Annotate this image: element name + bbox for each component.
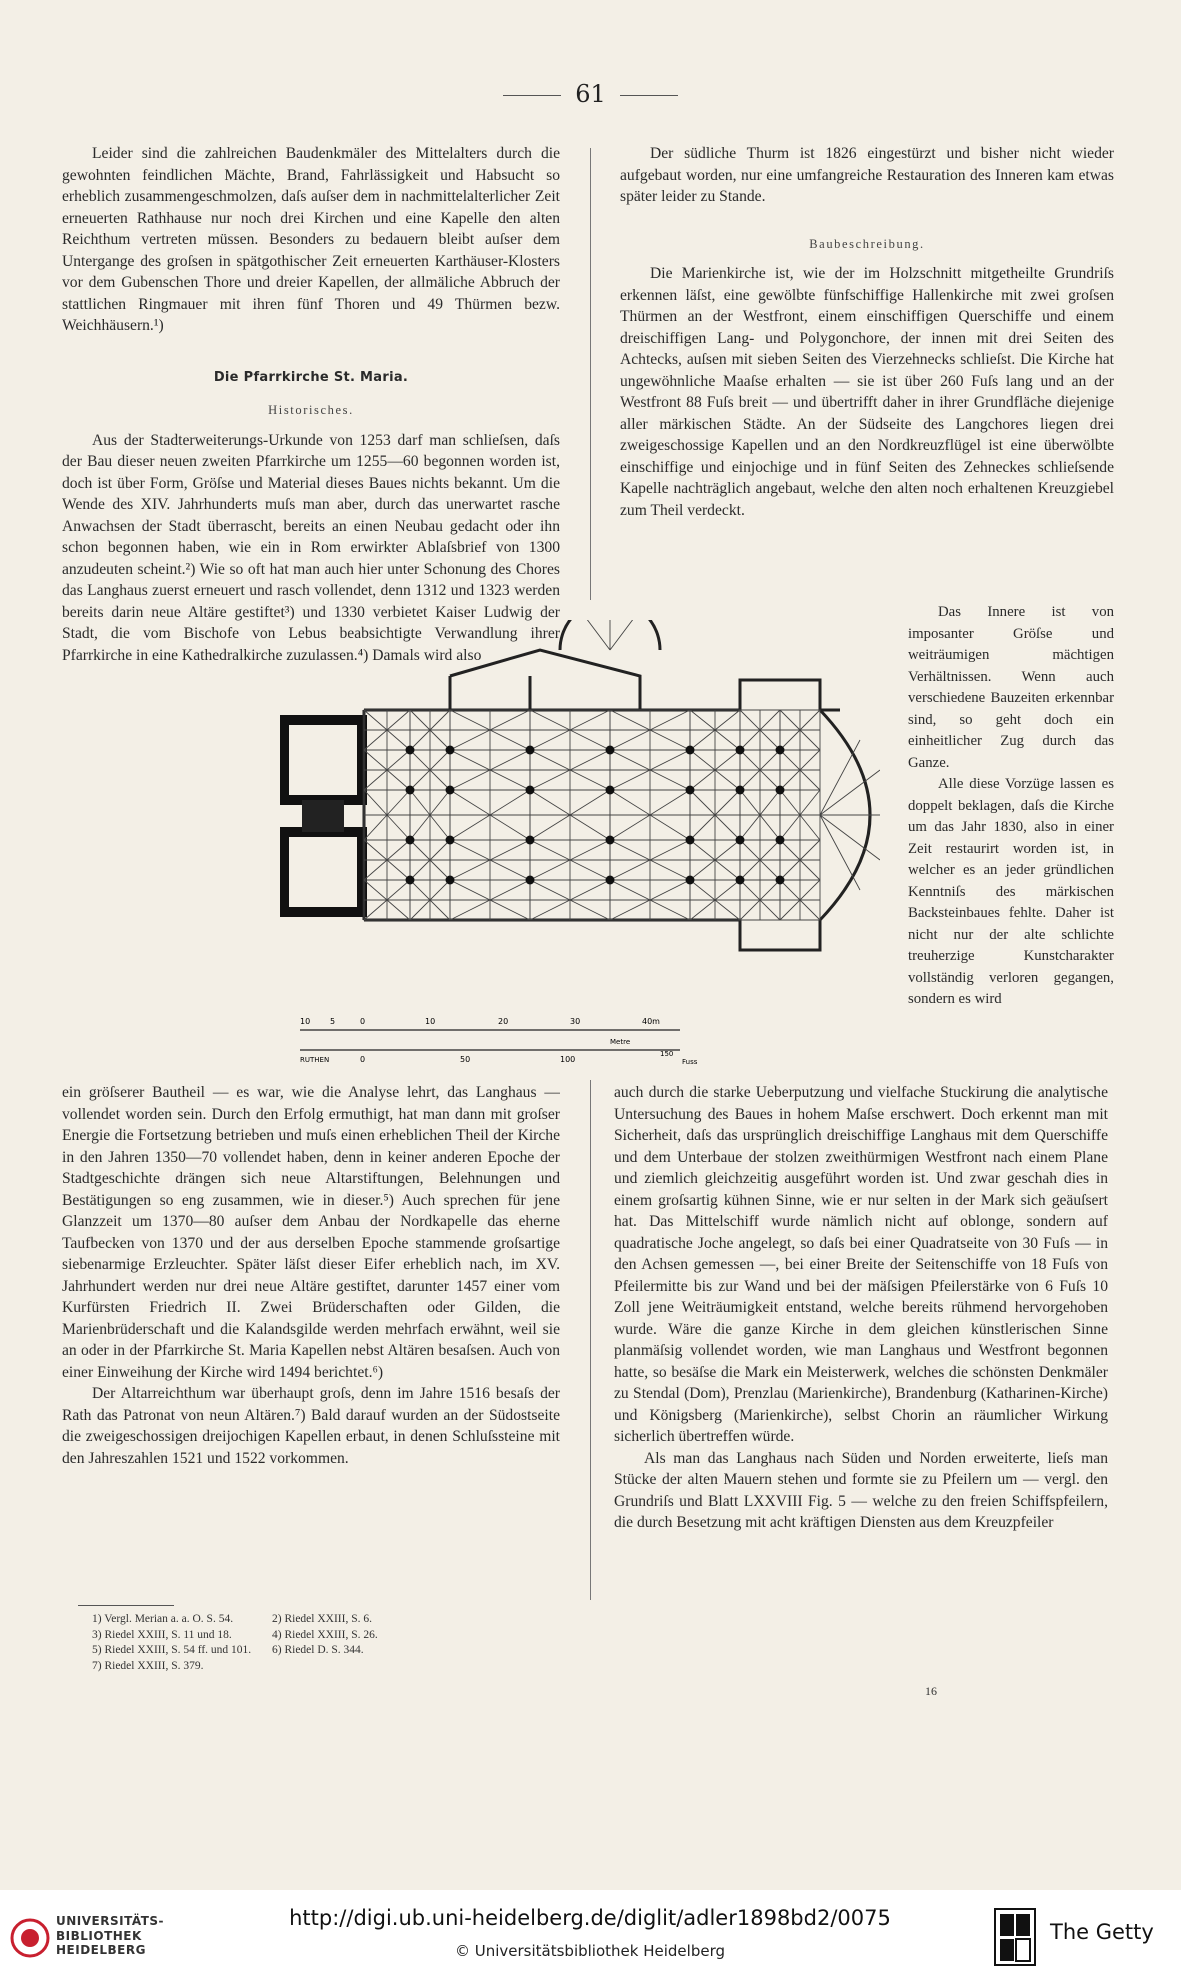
scale-feet-0: 0 xyxy=(360,1055,366,1064)
footnote: 4) Riedel XXIII, S. 26. xyxy=(272,1628,378,1641)
pier xyxy=(776,876,785,885)
pier xyxy=(686,836,695,845)
vault-bay xyxy=(450,790,530,840)
vault-bay xyxy=(610,840,690,880)
scale-metres-30: 30 xyxy=(570,1017,581,1026)
signature-mark: 16 xyxy=(925,1684,937,1698)
vault-bay xyxy=(364,710,410,750)
pier xyxy=(526,876,535,885)
university-library-logo-icon xyxy=(10,1918,50,1958)
section-heading: Die Pfarrkirche St. Maria. xyxy=(213,369,409,385)
vault-bay xyxy=(530,880,610,920)
scale-feet-100: 100 xyxy=(560,1055,576,1064)
vault-bay xyxy=(690,840,740,880)
library-line: HEIDELBERG xyxy=(56,1943,146,1957)
vault-bay xyxy=(450,750,530,790)
pier xyxy=(406,746,415,755)
description-paragraph-2: Das Innere ist von imposanter Gröſse und weiträumigen mächtigen Verhältnissen. Wenn auch verschiedene Bauzeiten erkennbar sind, so geht doch ein einheitlicher Zug durch das Ganze. xyxy=(908,604,1114,771)
vault-bay xyxy=(690,880,740,920)
pier xyxy=(406,786,415,795)
historical-paragraph-2: Der Altarreichthum war überhaupt groſs, denn im Jahre 1516 besaſs der Rath das Patronat von neun Altären.⁷) Bald darauf wurden an der Südostseite die zweigeschossigen dreijochigen Kapellen erbaut, in denen Schluſssteine mit den Jahreszahlen 1521 und 1522 vorkommen. xyxy=(62,1385,560,1467)
west-towers xyxy=(284,720,362,912)
vault-bay xyxy=(530,840,610,880)
vault-bay xyxy=(610,710,690,750)
vault-bay xyxy=(780,790,820,840)
library-line: BIBLIOTHEK xyxy=(56,1928,142,1943)
pier xyxy=(736,786,745,795)
pier xyxy=(736,746,745,755)
vault-bay xyxy=(740,880,780,920)
permalink-url[interactable]: http://digi.ub.uni-heidelberg.de/diglit/adler1898bd2/0075 xyxy=(289,1906,891,1930)
description-subheading: Baubeschreibung. xyxy=(809,236,925,251)
vault-bay xyxy=(364,750,410,790)
historical-paragraph-1-continued: ein gröſserer Bautheil — es war, wie die Analyse lehrt, das Langhaus — vollendet worden sein. Durch den Erfolg ermuthigt, hat man dann mit groſser Energie die Fortsetzung betrieben und muſs einen erheblichen Theil der Kirche in den Jahren 1350—70 vollendet haben, denn in keiner anderen Epoche der Stadtgeschichte drängen sich neue Altarstiftungen, Belehnungen und Bestätigungen so eng zusammen, wie in dieser.⁵) Auch sprechen für jene Glanzzeit um 1370—80 auſser dem Anbau der Nordkapelle das eherne Taufbecken von 1370 und der aus derselben Epoche stammende groſsartige siebenarmige Erzleuchter. Später läſst dieser Eifer erheblich nach, im XV. Jahrhundert werden nur drei neue Altäre gestiftet, darunter 1457 einer vom Kurfürsten Friedrich II. Zwei Brüderschaften oder Gilden, die Marienbrüderschaft und die Kalandsgilde werden mehrfach erwähnt, weil sie an oder in der Pfarrkirche St. Maria Kapellen nebst Altären besaſsen. Auch von einer Einweihung der Kirche wird 1494 berichtet.⁶) xyxy=(62,1084,560,1381)
vault-bay xyxy=(690,790,740,840)
description-paragraph-3-start: Alle diese Vorzüge lassen es doppelt beklagen, daſs die Kirche um das Jahr 1830, also in einer Zeit restaurirt worden ist, in welcher es an jeder gründlichen Kenntniſs des märkischen Backsteinbaues fehlte. Daher ist nicht nur der alte schlichte treuherzige Kunstcharakter vollständig verloren gegangen, sondern es wird xyxy=(908,776,1114,1007)
pier xyxy=(736,836,745,845)
pier xyxy=(526,746,535,755)
scale-bar xyxy=(300,1017,698,1066)
footnote-line xyxy=(92,1643,492,1659)
vault-bay xyxy=(780,750,820,790)
left-column-lower xyxy=(62,1082,560,1602)
scale-metres-5: 5 xyxy=(330,1017,336,1026)
pier xyxy=(446,876,455,885)
vault-bay xyxy=(690,710,740,750)
pier xyxy=(446,836,455,845)
choir-apse-ribs xyxy=(580,620,880,890)
vault-bay xyxy=(740,840,780,880)
pier xyxy=(606,786,615,795)
vault-bay xyxy=(610,880,690,920)
pier xyxy=(526,786,535,795)
university-library-name xyxy=(56,1914,164,1958)
vault-bay xyxy=(740,750,780,790)
historical-subheading: Historisches. xyxy=(268,403,354,417)
pier xyxy=(606,876,615,885)
page-number-rule-left xyxy=(503,95,561,96)
description-paragraph-4: Als man das Langhaus nach Süden und Norden erweiterte, lieſs man Stücke der alten Mauern stehen und formte sie zu Pfeilern um — vergl. den Grundriſs und Blatt LXXVIII Fig. 5 — welche zu den freien Schiffspfeilern, die durch Besetzung mit acht kräftigen Diensten aus dem Kreuzpfeiler xyxy=(614,1449,1108,1531)
footnotes xyxy=(92,1612,492,1674)
nave-walls xyxy=(364,620,870,950)
viewer-footer xyxy=(0,1890,1181,1980)
vault-bay xyxy=(410,880,450,920)
page-number xyxy=(0,80,1181,108)
pier xyxy=(446,786,455,795)
pier xyxy=(406,876,415,885)
footnote-line xyxy=(92,1659,492,1675)
library-line: UNIVERSITÄTS- xyxy=(56,1914,165,1928)
vault-bay xyxy=(410,750,450,790)
vault-bay xyxy=(610,790,690,840)
vault-bay xyxy=(450,710,530,750)
vault-bay xyxy=(364,880,410,920)
pier xyxy=(776,746,785,755)
footnote: 6) Riedel D. S. 344. xyxy=(272,1644,364,1656)
scale-feet-150: 150 xyxy=(660,1050,674,1058)
page-number-rule-right xyxy=(620,95,678,96)
scale-feet-unit: Fuss xyxy=(682,1058,698,1066)
pier xyxy=(446,746,455,755)
pier xyxy=(606,746,615,755)
getty-logo-icon xyxy=(994,1908,1036,1966)
vault-bay xyxy=(780,880,820,920)
pier xyxy=(526,836,535,845)
footnote-rule xyxy=(78,1605,174,1606)
pier xyxy=(686,746,695,755)
intro-paragraph: Leider sind die zahlreichen Baudenkmäler des Mittelalters durch die gewohnten feindlichen Mächte, Brand, Fahrlässigkeit und Habsucht so erheblich zusammengeschmolzen, daſs auſser dem in nachmittelalterlicher Zeit erneuerten Rathhause nur noch drei Kirchen und eine Kapelle den alten Reichthum vertreten müssen. Besonders zu bedauern bleibt auſser dem Untergange des groſsen in spätgothischer Zeit erneuerten Karthäuser-Klosters vor dem Gubenschen Thore und dreier Kapellen, der allmäliche Abbruch der stattlichen Ringmauer mit ihren fünf Thoren und 49 Thürmen bezw. Weichhäusern.¹) xyxy=(62,145,560,334)
right-column-beside-plan xyxy=(908,602,1114,1118)
footnote: 7) Riedel XXIII, S. 379. xyxy=(92,1659,204,1672)
description-paragraph-1: Die Marienkirche ist, wie der im Holzschnitt mitgetheilte Grundriſs erkennen läſst, eine gewölbte fünfschiffige Hallenkirche mit zwei groſsen Thürmen an der Westfront, einem einschiffigen Querschiffe und einem dreischiffigen Lang- und Polygonchore, der innen mit drei Seiten des Achtecks, auſsen mit sieben Seiten des Vierzehnecks schlieſst. Die Kirche hat ungewöhnliche Maaſse erhalten — sie ist über 260 Fuſs lang und an der Westfront 88 Fuſs breit — und übertrifft daher in ihrer Grundfläche diejenige aller märkischen Städte. An der Südseite des Langchores liegen drei zweigeschossige Kapellen und an den Nordkreuzflügel ist eine überwölbte einschiffige und einjochige und in fünf Seiten des Zehneckes schlieſsende Kapelle nachträglich angebaut, welche den alten noch erhaltenen Kreuzgiebel zum Theil verdeckt. xyxy=(620,265,1114,519)
vault-bay xyxy=(364,840,410,880)
page-number-text: 61 xyxy=(575,80,606,108)
historical-paragraph-1: Aus der Stadterweiterungs-Urkunde von 1253 darf man schlieſsen, daſs der Bau dieser neuen zweiten Pfarrkirche um 1255—60 begonnen worden ist, doch ist über Form, Gröſse und Material dieses Baues nichts bekannt. Um die Wende des XIV. Jahrhunderts muſs man aber, durch das unerwartet rasche Anwachsen der Stadt überrascht, bereits an einen Neubau gedacht oder ihn schon begonnen haben, wie ein in Rom erwirkter Ablaſsbrief von 1300 anzudeuten scheint.²) Wie so oft hat man auch hier unter Schonung des Chores das Langhaus zuerst erneuert und rasch vollendet, denn 1312 und 1323 werden bereits darin neue Altäre gestiftet³) und 1330 verbietet Kaiser Ludwig der Stadt, die vom Bischofe von Lebus beabsichtigte Verwandlung ihrer Pfarrkirche in eine Kathedralkirche zuzulassen.⁴) Damals wird also xyxy=(62,431,560,664)
scale-metres-unit: Metre xyxy=(610,1038,631,1046)
pier xyxy=(776,786,785,795)
right-column-lower xyxy=(614,1082,1108,1690)
footnote: 5) Riedel XXIII, S. 54 ff. und 101. xyxy=(92,1644,252,1656)
vault-bay xyxy=(690,750,740,790)
vault-bay xyxy=(610,750,690,790)
right-column-upper xyxy=(620,143,1114,521)
pier xyxy=(606,836,615,845)
scale-metres-10: 10 xyxy=(300,1017,311,1026)
column-divider-lower xyxy=(590,1080,591,1600)
scale-metres-20: 20 xyxy=(498,1017,509,1026)
description-paragraph-3: auch durch die starke Ueberputzung und vielfache Stuckirung die analytische Untersuchung des Baues in hohem Maſse erschwert. Doch erkennt man mit Sicherheit, daſs das ursprünglich dreischiffige Langhaus mit dem Querschiffe und dem Unterbaue der stolzen zweithürmigen Westfront nach einem Plane und ziemlich gleichzeitig ausgeführt worden ist. Und zwar geschah dies in einem groſsartig kühnen Sinne, wie er nur selten in der Mark sich geäuſsert hat. Das Mittelschiff wurde nämlich nicht auf oblonge, sondern auf quadratische Joche angelegt, so daſs bei einer Quadratseite von 30 Fuſs — in den Achsen gemessen —, bei einer Breite der Seitenschiffe von 18 Fuſs von Pfeilermitte bis zur Wand und bei der mäſsigen Pfeilerstärke von 6 Fuſs 10 Zoll jene Weiträumigkeit entstand, welche bereits rühmend hervorgehoben wurde. Wäre die ganze Kirche in dem gleichen künstlerischen Sinne planmäſsig vollendet worden, wie man Langhaus und Westfront begonnen hatte, so besäſse die Mark ein Meisterwerk, welches die schönsten Denkmäler zu Stendal (Dom), Prenzlau (Marienkirche), Brandenburg (Katharinen-Kirche) und Königsberg (Marienkirche), selbst Chorin an räumlicher Wirkung sicherlich übertreffen würde. xyxy=(614,1084,1108,1445)
vault-bay xyxy=(530,710,610,750)
vault-bay xyxy=(530,790,610,840)
church-floor-plan xyxy=(280,620,880,1068)
pier xyxy=(406,836,415,845)
footnote-line xyxy=(92,1628,492,1644)
column-divider-upper xyxy=(590,148,591,600)
pier xyxy=(686,786,695,795)
footnote-line xyxy=(92,1612,492,1628)
vault-bay xyxy=(740,790,780,840)
footnote: 2) Riedel XXIII, S. 6. xyxy=(272,1613,372,1625)
scale-metres-0: 0 xyxy=(360,1017,366,1026)
vault-bay xyxy=(780,710,820,750)
pier xyxy=(686,876,695,885)
vault-bay xyxy=(530,750,610,790)
vault-bay xyxy=(450,840,530,880)
vault-bay xyxy=(364,790,410,840)
vault-ribs xyxy=(364,710,820,920)
vault-bay xyxy=(450,880,530,920)
vault-bay xyxy=(410,790,450,840)
scale-metres-40: 40m xyxy=(642,1017,660,1026)
pier xyxy=(776,836,785,845)
vault-bay xyxy=(410,840,450,880)
scale-metres-10b: 10 xyxy=(425,1017,436,1026)
copyright-notice: © Universitätsbibliothek Heidelberg xyxy=(454,1942,725,1960)
scale-feet-50: 50 xyxy=(460,1055,471,1064)
tower-paragraph: Der südliche Thurm ist 1826 eingestürzt und bisher nicht wieder aufgebaut worden, nur eine umfangreiche Restauration des Inneren kam etwas später leider zu Stande. xyxy=(620,145,1114,205)
getty-label: The Getty xyxy=(1050,1920,1154,1944)
pier xyxy=(736,876,745,885)
vault-bay xyxy=(780,840,820,880)
footnote: 1) Vergl. Merian a. a. O. S. 54. xyxy=(92,1613,234,1625)
scale-feet-label: RUTHEN xyxy=(300,1056,330,1064)
footnote: 3) Riedel XXIII, S. 11 und 18. xyxy=(92,1628,232,1641)
vault-bay xyxy=(410,710,450,750)
vault-bay xyxy=(740,710,780,750)
